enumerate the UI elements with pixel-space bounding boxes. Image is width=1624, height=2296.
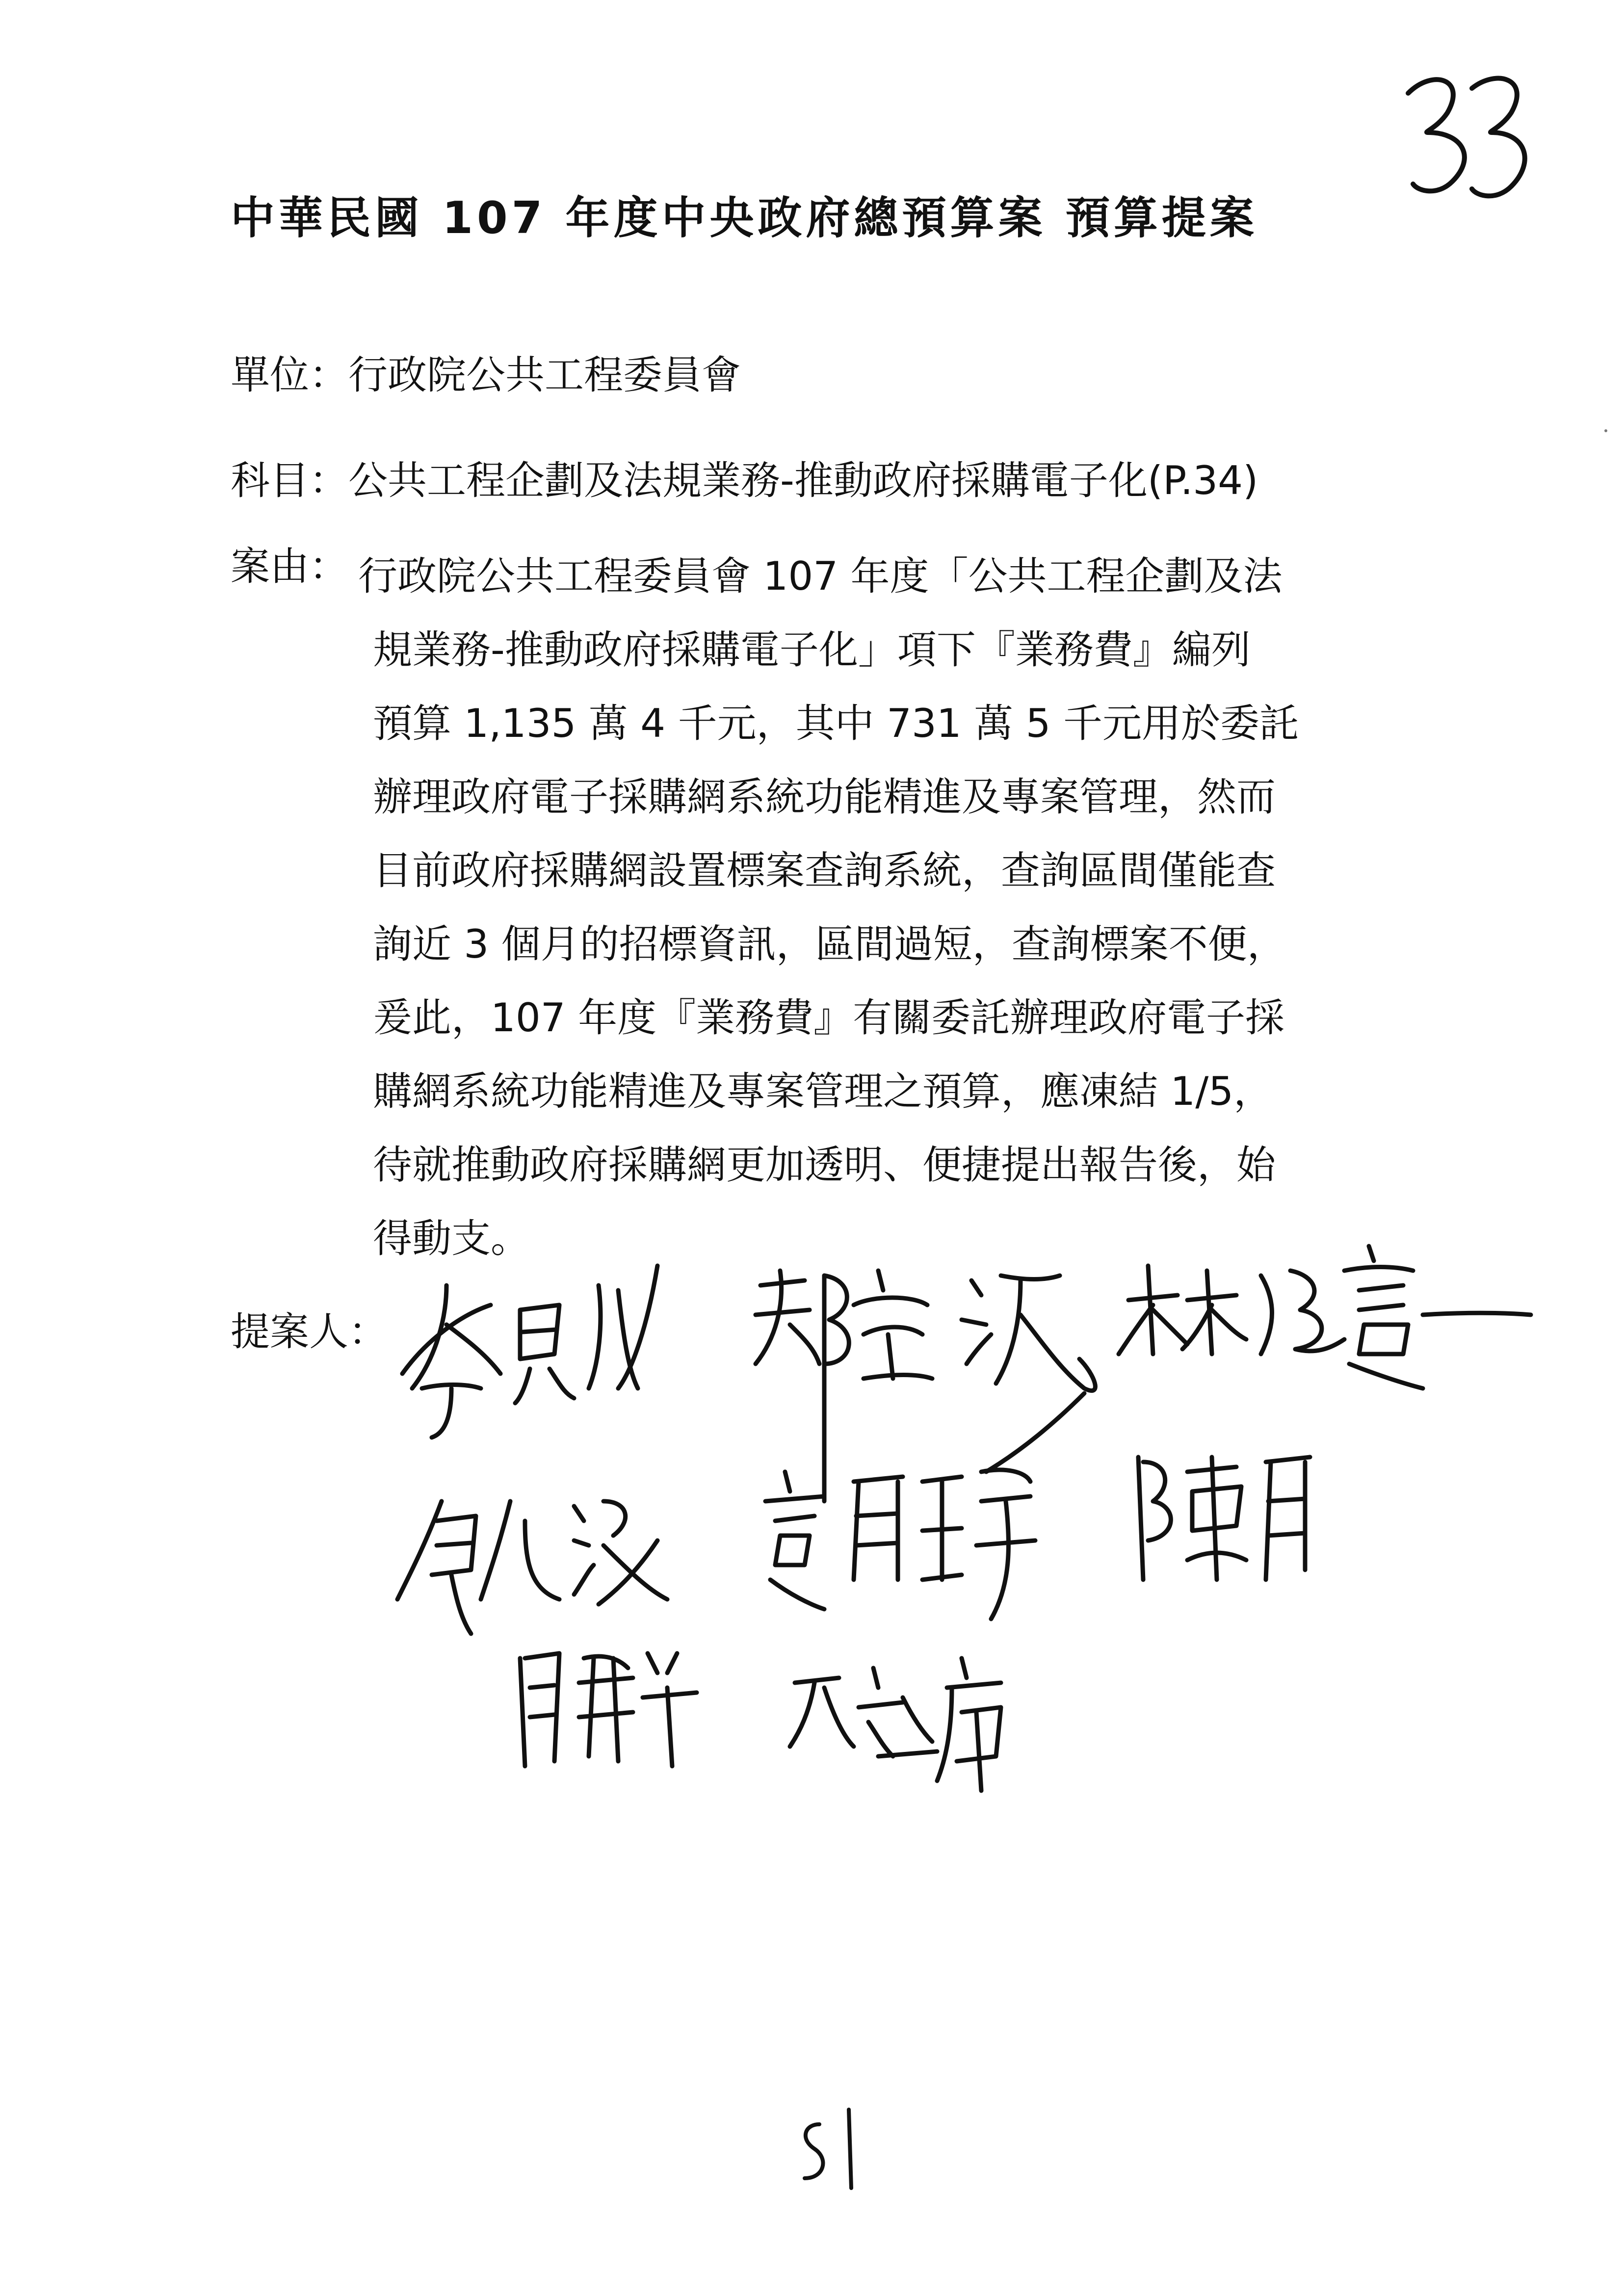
reason-line: 辦理政府電子採購網系統功能精進及專案管理，然而 [373, 774, 1276, 820]
reason-line: 規業務-推動政府採購電子化」項下『業務費』編列 [373, 627, 1251, 673]
subject-label: 科目： [231, 458, 348, 503]
scan-artifact-dot [1604, 429, 1607, 432]
unit-label: 單位： [231, 352, 348, 398]
reason-body [358, 540, 1388, 1276]
reason-line: 待就推動政府採購網更加透明、便捷提出報告後，始 [373, 1142, 1276, 1188]
reason-label: 案由： [231, 544, 348, 589]
subject-field [231, 454, 1258, 508]
signature-3 [1119, 1246, 1531, 1388]
signature-1 [402, 1266, 657, 1437]
handwritten-signatures [383, 1226, 1536, 1889]
reason-line: 行政院公共工程委員會 107 年度「公共工程企劃及法 [358, 553, 1283, 599]
reason-line: 購網系統功能精進及專案管理之預算，應凍結 1/5， [373, 1069, 1273, 1114]
handwritten-page-number [1393, 59, 1541, 206]
signature-7 [520, 1653, 697, 1766]
signature-4 [397, 1501, 667, 1634]
reason-line: 預算 1,135 萬 4 千元，其中 731 萬 5 千元用於委託 [373, 701, 1299, 746]
unit-value: 行政院公共工程委員會 [348, 352, 741, 398]
proposer-label: 提案人： [231, 1309, 388, 1355]
reason-line: 詢近 3 個月的招標資訊，區間過短，查詢標案不便， [373, 921, 1286, 967]
signature-8 [790, 1658, 1001, 1791]
signature-5 [765, 1470, 1035, 1619]
document-title: 中華民國 107 年度中央政府總預算案 預算提案 [231, 192, 1258, 244]
signature-6 [1138, 1457, 1310, 1580]
unit-field [231, 348, 741, 402]
handwritten-footer-number [785, 2105, 873, 2193]
reason-line: 目前政府採購網設置標案查詢系統，查詢區間僅能查 [373, 848, 1276, 893]
reason-line: 爰此，107 年度『業務費』有關委託辦理政府電子採 [373, 995, 1285, 1041]
subject-value: 公共工程企劃及法規業務-推動政府採購電子化(P.34) [348, 458, 1258, 503]
signature-2 [756, 1271, 1095, 1501]
reason-line: 得動支。 [373, 1216, 530, 1261]
